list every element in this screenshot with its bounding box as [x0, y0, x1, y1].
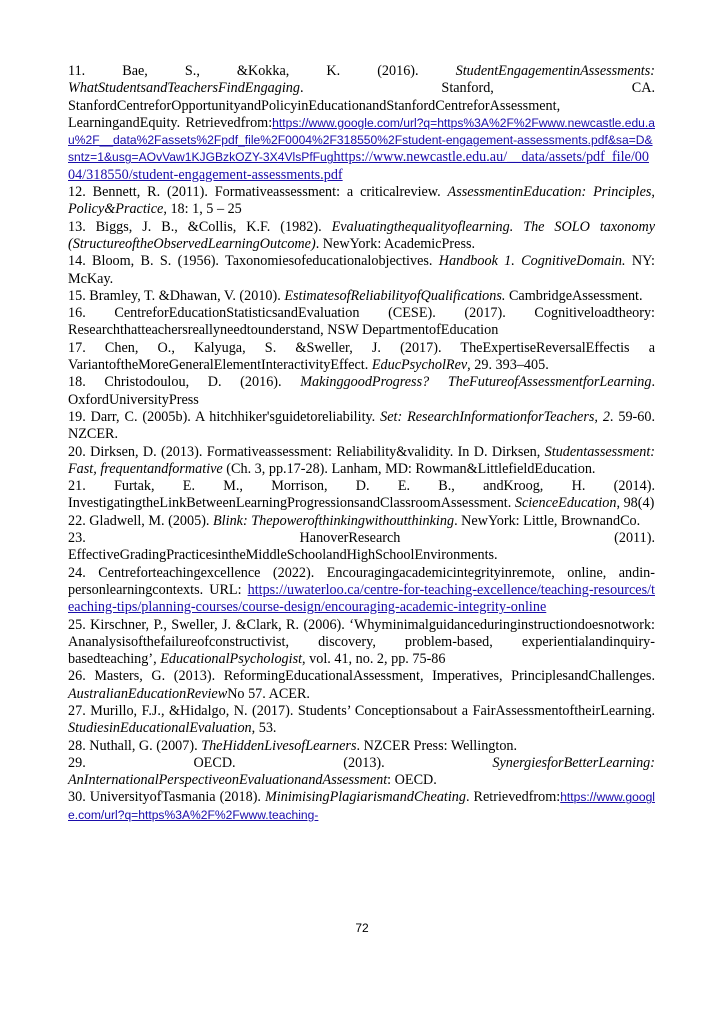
reference-entry [68, 444, 655, 479]
reference-italic-text: EstimatesofReliabilityofQualifications. [284, 287, 506, 304]
reference-text: 11. Bae, S., &Kokka, K. (2016). [68, 63, 456, 79]
reference-text: 21. Furtak, E. M., Morrison, D. E. B., andKroog, H. (2014). InvestigatingtheLinkBetweenLearningProgressionsandClassroomAssessment. [68, 478, 655, 512]
reference-entry [68, 703, 655, 738]
reference-text: 19. Darr, C. (2005b). A hitchhiker'sguidetoreliability. [68, 408, 381, 425]
reference-italic-text: Studentassessment: Fast, frequentandformative [68, 443, 655, 477]
reference-text: . NZCER Press: Wellington. [356, 737, 518, 754]
reference-text: . Stanford, CA. StanfordCentreforOpportunityandPolicyinEducationandStanfordCentreforAssessment, LearningandEquity. Retrievedfrom: [68, 80, 655, 131]
reference-entry [68, 478, 655, 513]
reference-entry [68, 738, 655, 755]
reference-text: 15. Bramley, T. &Dhawan, V. (2010). [68, 287, 285, 304]
reference-list [68, 63, 655, 824]
reference-italic-text: Blink: Thepowerofthinkingwithoutthinking [213, 512, 455, 529]
reference-entry [68, 288, 655, 305]
reference-entry [68, 668, 655, 703]
reference-entry [68, 513, 655, 530]
reference-text: . Retrievedfrom: [465, 789, 561, 806]
reference-text: 20. Dirksen, D. (2013). Formativeassessment: Reliability&validity. In D. Dirksen, [68, 443, 545, 460]
reference-italic-text: SynergiesforBetterLearning: AnInternationalPerspectiveonEvaluationandAssessment [68, 754, 655, 789]
reference-entry [68, 253, 655, 288]
reference-entry [68, 789, 655, 824]
reference-text: 24. Centreforteachingexcellence (2022). Encouragingacademicintegrityinremote, online, andin-personlearningcontexts. URL: [68, 564, 655, 598]
reference-text: (Ch. 3, pp.17-28). Lanham, MD: Rowman&LittlefieldEducation. [222, 460, 596, 477]
reference-text: . NewYork: Little, BrownandCo. [454, 512, 641, 529]
reference-text: 17. Chen, O., Kalyuga, S. &Sweller, J. (2017). TheExpertiseReversalEffectis a VariantoftheMoreGeneralElementInteractivityEffect. [68, 339, 655, 374]
reference-entry [68, 374, 655, 409]
reference-entry [68, 617, 655, 669]
reference-italic-text: AssessmentinEducation: Principles, Policy&Practice [68, 184, 655, 218]
reference-italic-text: Set: ResearchInformationforTeachers, 2 [380, 408, 610, 425]
reference-italic-text: StudentEngagementinAssessments: WhatStudentsandTeachersFindEngaging [68, 63, 655, 97]
reference-entry [68, 755, 655, 790]
reference-text: No 57. ACER. [227, 685, 310, 702]
reference-text: . 59-60. NZCER. [68, 408, 656, 443]
reference-link[interactable]: https://www.newcastle.edu.au/__data/assets/pdf_file/0004/318550/student-engagement-assessments.pdf [68, 149, 649, 183]
page-number: 72 [355, 921, 369, 935]
reference-text: 14. Bloom, B. S. (1956). Taxonomiesofeducationalobjectives. [68, 253, 439, 270]
reference-text: 27. Murillo, F.J., &Hidalgo, N. (2017). Students’ Conceptionsabout a FairAssessmentoftheirLearning. [68, 702, 655, 719]
reference-italic-text: Handbook 1. CognitiveDomain. [438, 253, 626, 270]
reference-text: 16. CentreforEducationStatisticsandEvaluation (CESE). (2017). Cognitiveloadtheory: Researchthatteachersreallyneedtounderstand, NSW DepartmentofEducation [68, 305, 655, 339]
reference-text: 22. Gladwell, M. (2005). [68, 512, 214, 529]
reference-link[interactable]: https://www.google.com/url?q=https%3A%2F%2Fwww.newcastle.edu.au%2F__data%2Fassets%2Fpdf_file%2F0004%2F318550%2Fstudent-engagement-assessments.pdf&sa=D&sntz=1&usg=AOvVaw1KJGBzkOZY-3X4VlsPfFug [68, 115, 655, 165]
reference-entry [68, 305, 655, 340]
reference-text: 13. Biggs, J. B., &Collis, K.F. (1982). [68, 218, 332, 235]
reference-italic-text: MakinggoodProgress? TheFutureofAssessmentforLearning [300, 374, 652, 391]
reference-entry [68, 184, 655, 219]
reference-text: , 98(4) [616, 495, 655, 512]
reference-entry [68, 565, 655, 617]
reference-italic-text: Evaluatingthequalityoflearning. The SOLO taxonomy (StructureoftheObservedLearningOutcome) [68, 218, 655, 252]
reference-text: , 29. 393–405. [467, 357, 549, 374]
reference-link[interactable]: https://www.google.com/url?q=https%3A%2F%2Fwww.teaching- [68, 790, 655, 822]
reference-italic-text: TheHiddenLivesofLearners [201, 737, 357, 754]
reference-text: 18. Christodoulou, D. (2016). [68, 374, 301, 391]
reference-link[interactable]: https://uwaterloo.ca/centre-for-teaching-excellence/teaching-resources/teaching-tips/planning-courses/course-design/encouraging-academic-integrity-online [68, 581, 655, 616]
reference-text: 25. Kirschner, P., Sweller, J. &Clark, R. (2006). ‘Whyminimalguidanceduringinstructiondoesnotwork: Ananalysisofthefailureofconstructivist, discovery, problem-based, experientialandinquiry-basedteaching’, [68, 616, 655, 668]
reference-text: 26. Masters, G. (2013). ReformingEducationalAssessment, Imperatives, PrinciplesandChallenges. [68, 668, 655, 685]
reference-entry [68, 340, 655, 375]
reference-text: : OECD. [387, 772, 437, 789]
reference-text: , 53. [251, 720, 277, 737]
reference-text: NY: McKay. [68, 253, 656, 287]
reference-entry [68, 530, 655, 565]
reference-italic-text: ScienceEducation [514, 495, 617, 512]
reference-text: 28. Nuthall, G. (2007). [68, 737, 202, 754]
reference-text: 30. UniversityofTasmania (2018). [68, 789, 265, 806]
reference-text: 29. OECD. (2013). [68, 754, 493, 771]
reference-text: . NewYork: AcademicPress. [315, 235, 476, 252]
reference-text: , vol. 41, no. 2, pp. 75-86 [302, 651, 446, 668]
reference-italic-text: EducPsycholRev [371, 357, 468, 374]
reference-text: 12. Bennett, R. (2011). Formativeassessment: a criticalreview. [68, 184, 448, 201]
reference-entry [68, 63, 655, 184]
reference-entry [68, 409, 655, 444]
reference-italic-text: MinimisingPlagiarismandCheating [264, 789, 466, 806]
reference-entry [68, 219, 655, 254]
reference-italic-text: StudiesinEducationalEvaluation [68, 720, 252, 737]
reference-text: CambridgeAssessment. [505, 287, 643, 304]
reference-text: 23. HanoverResearch (2011). EffectiveGradingPracticesintheMiddleSchoolandHighSchoolEnvironments. [68, 530, 655, 564]
reference-text: . OxfordUniversityPress [68, 374, 655, 408]
reference-italic-text: AustralianEducationReview [68, 685, 228, 702]
reference-text: , 18: 1, 5 – 25 [163, 201, 242, 218]
reference-italic-text: EducationalPsychologist [160, 651, 303, 668]
